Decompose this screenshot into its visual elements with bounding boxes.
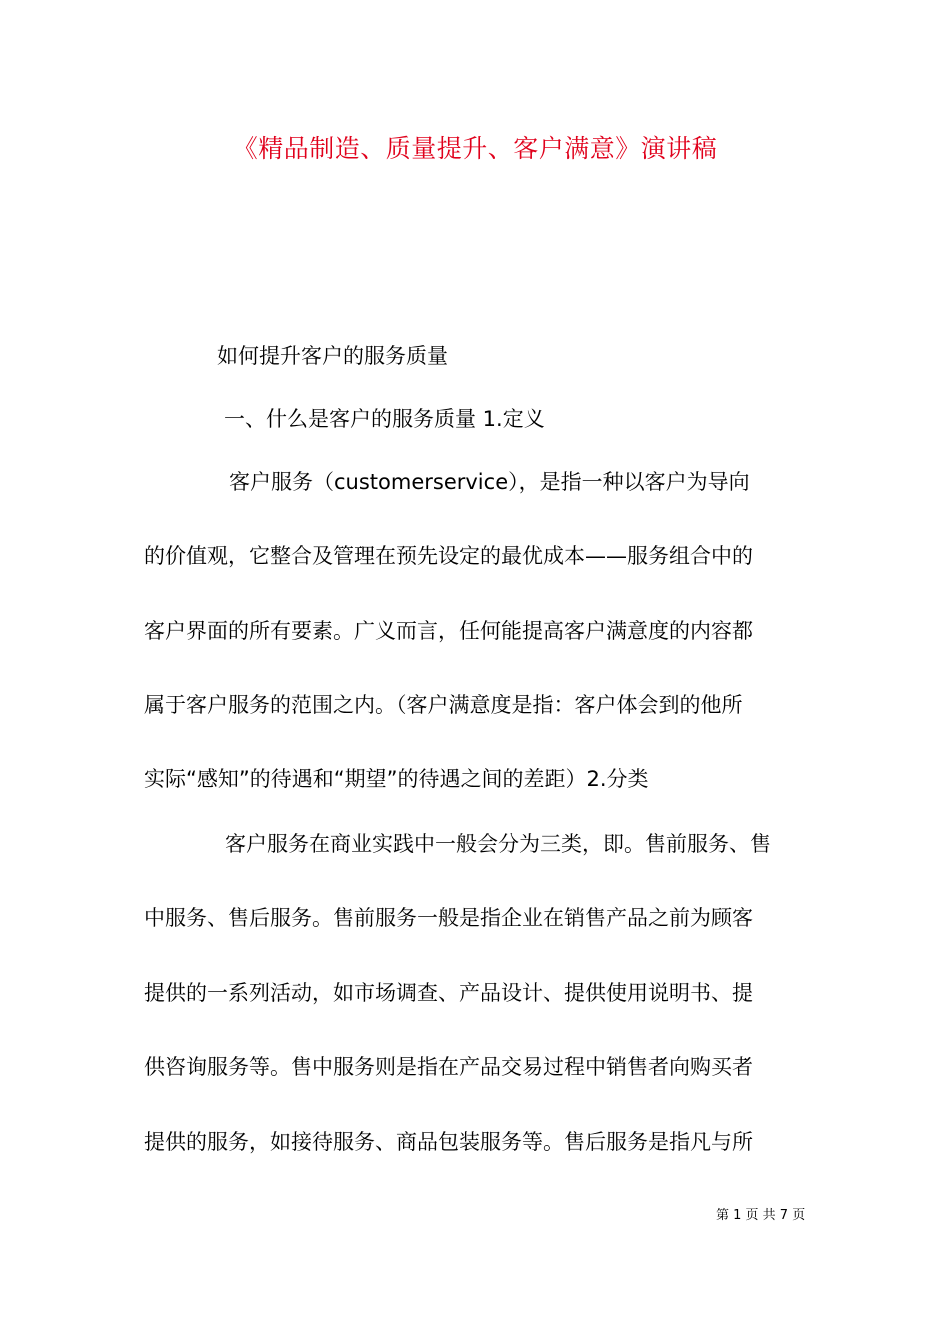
paragraph-line: 属于客户服务的范围之内。（客户满意度是指：客户体会到的他所: [144, 693, 743, 717]
document-title: 《精品制造、质量提升、客户满意》演讲稿: [232, 134, 718, 163]
paragraph-line: 客户界面的所有要素。广义而言，任何能提高客户满意度的内容都: [144, 619, 753, 643]
section-heading: 如何提升客户的服务质量: [217, 344, 448, 368]
paragraph-line: 的价值观，它整合及管理在预先设定的最优成本——服务组合中的: [144, 544, 753, 568]
paragraph-line: 提供的一系列活动，如市场调查、产品设计、提供使用说明书、提: [144, 981, 753, 1005]
paragraph-line: 实际“感知”的待遇和“期望”的待遇之间的差距）2.分类: [144, 767, 649, 791]
paragraph-line: 客户服务在商业实践中一般会分为三类，即。售前服务、售: [225, 832, 771, 856]
page-number-footer: 第 1 页 共 7 页: [716, 1208, 806, 1223]
paragraph-line: 供咨询服务等。售中服务则是指在产品交易过程中销售者向购买者: [144, 1055, 753, 1079]
subsection-heading: 一、什么是客户的服务质量 1.定义: [224, 407, 545, 431]
paragraph-line: 中服务、售后服务。售前服务一般是指企业在销售产品之前为顾客: [144, 906, 753, 930]
paragraph-line: 客户服务（customerservice），是指一种以客户为导向: [229, 470, 750, 494]
paragraph-line: 提供的服务，如接待服务、商品包装服务等。售后服务是指凡与所: [144, 1130, 753, 1154]
